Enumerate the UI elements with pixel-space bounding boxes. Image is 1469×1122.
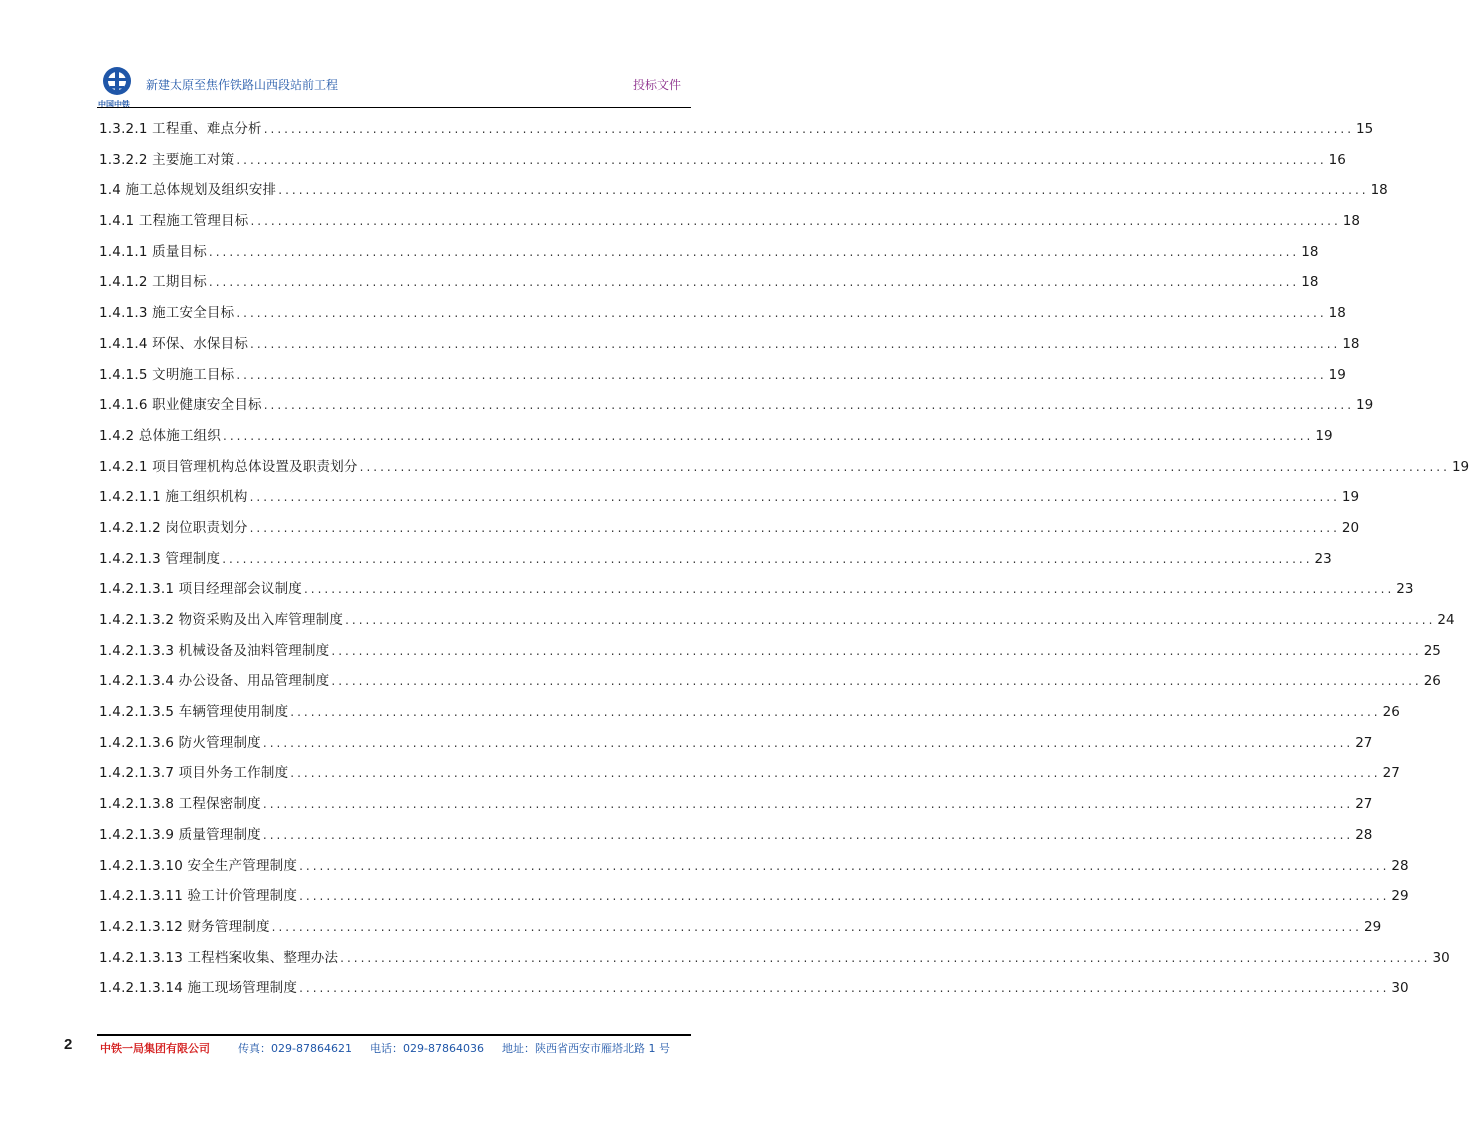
toc-entry-page: 19	[1341, 489, 1360, 506]
toc-entry[interactable]	[99, 731, 1373, 762]
toc-entry[interactable]	[99, 393, 1374, 424]
toc-leader-dots: ................................................................................................................................................................	[299, 858, 1390, 873]
toc-leader-dots: ................................................................................................................................................................	[331, 674, 1422, 689]
toc-entry[interactable]	[99, 117, 1374, 148]
footer-address: 地址：陕西省西安市雁塔北路 1 号	[502, 1042, 670, 1055]
toc-entry-page: 19	[1328, 366, 1346, 383]
toc-entry[interactable]	[99, 424, 1333, 455]
toc-entry-label: 1.4.2.1.3.11 验工计价管理制度	[99, 888, 298, 905]
toc-entry[interactable]	[99, 639, 1441, 670]
toc-entry-page: 26	[1382, 704, 1400, 721]
toc-entry[interactable]	[99, 608, 1455, 639]
toc-entry[interactable]	[99, 547, 1332, 578]
toc-entry-page: 18	[1370, 182, 1388, 199]
toc-entry-page: 19	[1356, 397, 1374, 414]
toc-entry-label: 1.4.1.3 施工安全目标	[99, 305, 235, 322]
toc-entry-label: 1.4.2.1.3.13 工程档案收集、整理办法	[99, 949, 339, 966]
toc-entry-label: 1.4.2.1.3.10 安全生产管理制度	[99, 857, 298, 874]
toc-entry-page: 29	[1391, 888, 1409, 905]
toc-leader-dots: ................................................................................................................................................................	[340, 950, 1431, 965]
toc-leader-dots: ................................................................................................................................................................	[262, 735, 1354, 750]
toc-leader-dots: ................................................................................................................................................................	[262, 827, 1354, 842]
toc-entry-label: 1.4.2.1.3.2 物资采购及出入库管理制度	[99, 612, 344, 628]
toc-leader-dots: ................................................................................................................................................................	[250, 214, 1341, 229]
toc-entry[interactable]	[99, 148, 1346, 179]
toc-entry-label: 1.4.2.1.3.12 财务管理制度	[99, 918, 270, 935]
toc-leader-dots: ................................................................................................................................................................	[250, 336, 1341, 351]
toc-entry[interactable]	[99, 700, 1400, 731]
toc-entry[interactable]	[99, 884, 1409, 915]
toc-entry[interactable]	[99, 455, 1469, 486]
toc-entry-page: 27	[1355, 734, 1373, 751]
toc-leader-dots: ................................................................................................................................................................	[299, 981, 1390, 996]
toc-leader-dots: ................................................................................................................................................................	[359, 459, 1450, 474]
toc-entry-page: 28	[1391, 857, 1409, 874]
toc-entry-page: 18	[1342, 213, 1360, 230]
toc-entry-label: 1.4.2.1.3.3 机械设备及油料管理制度	[99, 642, 330, 659]
toc-leader-dots: ................................................................................................................................................................	[263, 398, 1355, 413]
toc-leader-dots: ................................................................................................................................................................	[222, 551, 1313, 566]
toc-entry-label: 1.4.1.2 工期目标	[99, 274, 207, 291]
toc-entry[interactable]	[99, 270, 1319, 301]
toc-entry-label: 1.4.1.4 环保、水保目标	[99, 335, 249, 352]
toc-leader-dots: ................................................................................................................................................................	[263, 122, 1355, 136]
toc-entry[interactable]	[99, 761, 1400, 792]
toc-entry[interactable]	[99, 332, 1360, 363]
toc-entry-page: 30	[1432, 949, 1450, 966]
toc-entry-label: 1.4.2.1 项目管理机构总体设置及职责划分	[99, 458, 358, 475]
toc-entry-label: 1.4.2.1.3.7 项目外务工作制度	[99, 765, 289, 782]
toc-entry-page: 29	[1363, 918, 1382, 935]
toc-entry-label: 1.4 施工总体规划及组织安排	[99, 182, 277, 199]
toc-entry-label: 1.4.2.1.3.9 质量管理制度	[99, 826, 261, 843]
toc-entry[interactable]	[99, 823, 1373, 854]
toc-entry-page: 23	[1396, 581, 1414, 598]
toc-entry[interactable]	[99, 209, 1360, 240]
toc-entry-label: 1.4.2 总体施工组织	[99, 427, 222, 444]
toc-entry[interactable]	[99, 915, 1382, 946]
toc-entry-label: 1.4.2.1.3.8 工程保密制度	[99, 796, 261, 813]
toc-entry-label: 1.4.2.1.3.1 项目经理部会议制度	[99, 581, 302, 598]
toc-entry-page: 15	[1356, 121, 1374, 137]
toc-leader-dots: ................................................................................................................................................................	[236, 306, 1327, 321]
toc-entry-label: 1.4.1.5 文明施工目标	[99, 366, 235, 383]
toc-entry-page: 16	[1328, 151, 1346, 168]
project-title: 新建太原至焦作铁路山西段站前工程	[146, 78, 339, 92]
page-header	[97, 66, 691, 110]
toc-leader-dots: ................................................................................................................................................................	[208, 275, 1300, 290]
toc-entry-label: 1.4.1.6 职业健康安全目标	[99, 397, 262, 414]
toc-entry[interactable]	[99, 240, 1319, 271]
toc-leader-dots: ................................................................................................................................................................	[271, 919, 1362, 934]
toc-entry-page: 25	[1423, 642, 1441, 659]
toc-entry-page: 27	[1382, 765, 1400, 782]
toc-entry[interactable]	[99, 516, 1360, 547]
toc-entry[interactable]	[99, 669, 1441, 700]
toc-leader-dots: ................................................................................................................................................................	[331, 643, 1422, 658]
toc-entry-label: 1.4.2.1.2 岗位职责划分	[99, 519, 248, 536]
toc-entry-page: 18	[1301, 274, 1319, 291]
toc-leader-dots: ................................................................................................................................................................	[290, 705, 1381, 720]
toc-leader-dots: ................................................................................................................................................................	[278, 183, 1369, 198]
toc-leader-dots: ................................................................................................................................................................	[345, 613, 1436, 627]
footer-company: 中铁一局集团有限公司	[100, 1042, 210, 1055]
toc-entry[interactable]	[99, 301, 1346, 332]
toc-entry-page: 18	[1328, 305, 1346, 322]
toc-leader-dots: ................................................................................................................................................................	[236, 367, 1327, 382]
toc-leader-dots: ................................................................................................................................................................	[299, 889, 1390, 904]
toc-leader-dots: ................................................................................................................................................................	[236, 152, 1327, 167]
logo-text: 中国中铁	[98, 100, 130, 109]
toc-leader-dots: ................................................................................................................................................................	[303, 582, 1395, 597]
document-type: 投标文件	[632, 78, 681, 92]
toc-leader-dots: ................................................................................................................................................................	[262, 797, 1354, 812]
toc-entry-label: 1.4.2.1.1 施工组织机构	[99, 489, 248, 506]
toc-entry[interactable]	[99, 854, 1409, 885]
toc-entry-page: 27	[1355, 796, 1373, 813]
toc-entry-label: 1.4.2.1.3 管理制度	[99, 550, 221, 567]
header-divider	[97, 107, 691, 108]
toc-entry-page: 24	[1437, 612, 1455, 628]
toc-entry[interactable]	[99, 946, 1450, 977]
footer-divider	[97, 1034, 691, 1036]
toc-entry-page: 20	[1341, 519, 1360, 536]
toc-entry-page: 30	[1391, 980, 1409, 997]
toc-entry-page: 28	[1355, 826, 1373, 843]
footer-fax: 传真：029-87864621	[238, 1042, 352, 1055]
toc-leader-dots: ................................................................................................................................................................	[290, 766, 1381, 781]
toc-entry[interactable]	[99, 485, 1360, 516]
toc-entry-page: 19	[1451, 458, 1469, 475]
toc-leader-dots: ................................................................................................................................................................	[208, 244, 1300, 259]
toc-entry[interactable]	[99, 976, 1409, 1007]
toc-entry-page: 18	[1301, 243, 1319, 260]
toc-leader-dots: ................................................................................................................................................................	[249, 520, 1340, 535]
toc-entry-page: 18	[1342, 335, 1360, 352]
toc-entry[interactable]	[99, 792, 1373, 823]
toc-entry[interactable]	[99, 363, 1346, 394]
toc-entry-label: 1.4.1 工程施工管理目标	[99, 213, 249, 230]
page-number: 2	[64, 1036, 73, 1053]
toc-leader-dots: ................................................................................................................................................................	[249, 490, 1340, 505]
toc-entry-page: 26	[1423, 673, 1441, 690]
toc-entry-label: 1.4.2.1.3.5 车辆管理使用制度	[99, 704, 289, 721]
toc-entry[interactable]	[99, 178, 1388, 209]
toc-leader-dots: ................................................................................................................................................................	[223, 428, 1314, 443]
footer-tel: 电话：029-87864036	[370, 1042, 484, 1055]
toc-entry-label: 1.4.2.1.3.14 施工现场管理制度	[99, 980, 298, 997]
table-of-contents	[99, 117, 1469, 1007]
toc-entry-label: 1.3.2.2 主要施工对策	[99, 151, 235, 168]
toc-entry-page: 19	[1315, 427, 1333, 444]
toc-entry[interactable]	[99, 577, 1414, 608]
toc-entry-page: 23	[1314, 550, 1332, 567]
toc-entry-label: 1.4.2.1.3.4 办公设备、用品管理制度	[99, 673, 330, 690]
toc-entry-label: 1.4.1.1 质量目标	[99, 243, 207, 260]
toc-entry-label: 1.4.2.1.3.6 防火管理制度	[99, 734, 261, 751]
toc-entry-label: 1.3.2.1 工程重、难点分析	[99, 121, 262, 137]
